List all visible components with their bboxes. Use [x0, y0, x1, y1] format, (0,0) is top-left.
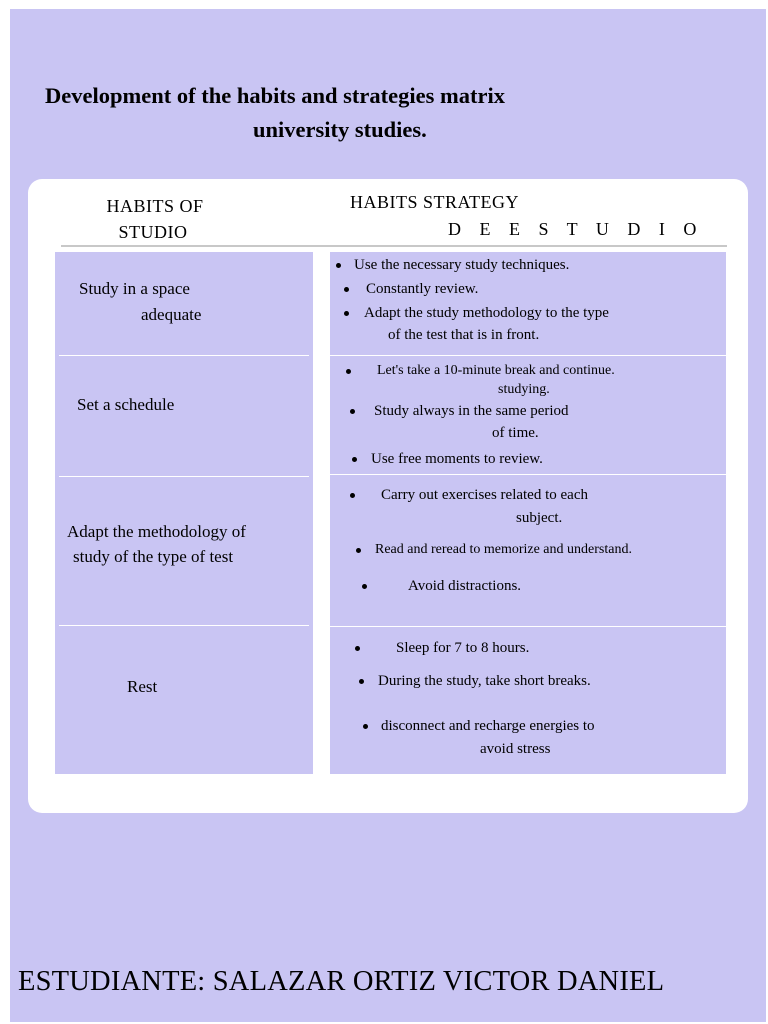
bullet-icon	[355, 646, 360, 651]
row-divider	[330, 355, 726, 356]
header-divider	[61, 245, 727, 247]
bullet-icon	[344, 287, 349, 292]
habit-row-3-line-2: study of the type of test	[73, 547, 234, 566]
bullet-icon	[362, 584, 367, 589]
bullet-icon	[336, 263, 341, 268]
bullet-icon	[356, 548, 361, 553]
matrix-card	[28, 179, 748, 813]
bullet-icon	[350, 409, 355, 414]
bullet-icon	[346, 369, 351, 374]
habit-row-2: Set a schedule	[77, 395, 175, 414]
header-left-line-2: STUDIO	[118, 222, 188, 242]
page-background	[10, 9, 766, 1022]
bullet-icon	[350, 493, 355, 498]
row-divider	[330, 626, 726, 627]
header-deestudio: D E E S T U D I O	[448, 219, 704, 239]
header-left-line-1: HABITS OF	[106, 196, 204, 216]
header-habits-strategy: HABITS STRATEGY	[350, 192, 520, 212]
student-name-footer: ESTUDIANTE: SALAZAR ORTIZ VICTOR DANIEL	[18, 966, 665, 997]
habit-row-1-line-1: Study in a space	[79, 279, 190, 298]
habit-row-3-line-1: Adapt the methodology of	[67, 522, 246, 541]
title-line-2: university studies.	[253, 117, 427, 142]
habit-row-1-line-2: adequate	[141, 305, 202, 324]
bullet-icon	[344, 311, 349, 316]
habit-row-4: Rest	[127, 677, 158, 696]
title-line-1: Development of the habits and strategies matrix	[45, 83, 505, 108]
row-divider	[59, 625, 309, 626]
habits-column	[55, 252, 313, 774]
row-divider	[59, 355, 309, 356]
bullet-icon	[363, 724, 368, 729]
row-divider	[330, 474, 726, 475]
bullet-icon	[352, 457, 357, 462]
bullet-icon	[359, 679, 364, 684]
header-habits-of-studio	[90, 193, 220, 245]
strategies-column: Use the necessary study techniques. Constantly review. Adapt the study methodology to the type of the test that is in front. Let's take a 10-minute break and continue. studying. Study always in the same period of time. Use free moments to review. Carry out exercises related to each subject. Read and reread to memorize and understand. Avoid distractions. Sleep for 7 to 8 hours. During the study, take short breaks. disconnect and recharge energies to avoid stress	[330, 252, 726, 774]
row-divider	[59, 476, 309, 477]
